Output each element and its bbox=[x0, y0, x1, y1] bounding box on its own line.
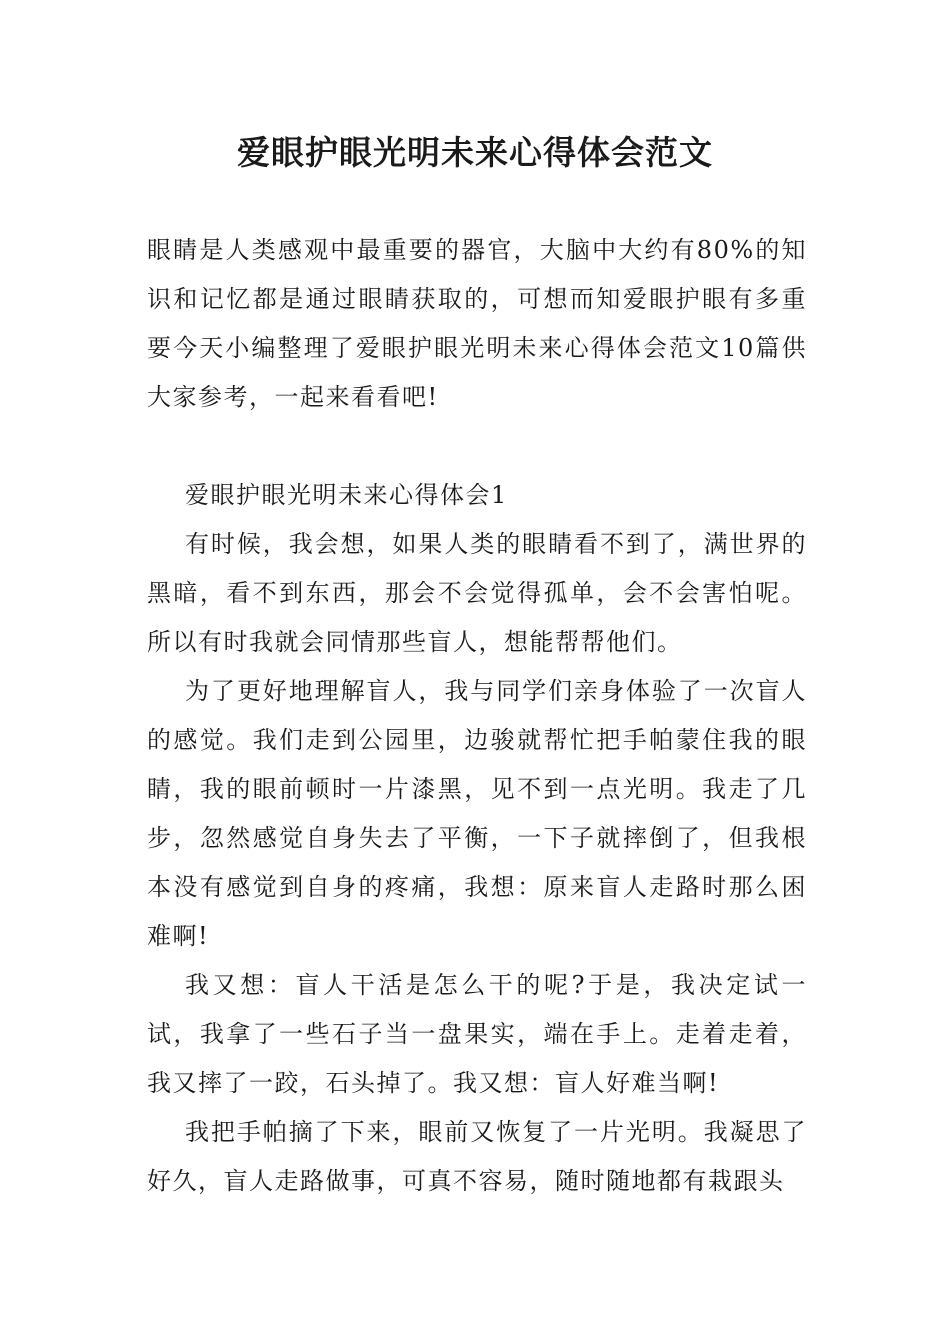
body-paragraph-2: 为了更好地理解盲人，我与同学们亲身体验了一次盲人的感觉。我们走到公园里，边骏就帮忙把手帕蒙住我的眼睛，我的眼前顿时一片漆黑，见不到一点光明。我走了几步，忽然感觉自身失去了平衡，一下子就摔倒了，但我根本没有感觉到自身的疼痛，我想：原来盲人走路时那么困难啊! bbox=[147, 677, 807, 950]
document-body bbox=[147, 226, 807, 1206]
body-paragraph-3: 我又想：盲人干活是怎么干的呢?于是，我决定试一试，我拿了一些石子当一盘果实，端在手上。走着走着，我又摔了一跤，石头掉了。我又想：盲人好难当啊! bbox=[147, 971, 807, 1097]
body-paragraph-1: 有时候，我会想，如果人类的眼睛看不到了，满世界的黑暗，看不到东西，那会不会觉得孤单，会不会害怕呢。所以有时我就会同情那些盲人，想能帮帮他们。 bbox=[147, 530, 807, 656]
document-title: 爱眼护眼光明未来心得体会范文 bbox=[237, 133, 713, 172]
body-paragraph-4: 我把手帕摘了下来，眼前又恢复了一片光明。我凝思了好久，盲人走路做事，可真不容易，随时随地都有栽跟头 bbox=[147, 1118, 807, 1195]
section-heading: 爱眼护眼光明未来心得体会1 bbox=[185, 481, 508, 509]
intro-paragraph: 眼睛是人类感观中最重要的器官，大脑中大约有80%的知识和记忆都是通过眼睛获取的，可想而知爱眼护眼有多重要今天小编整理了爱眼护眼光明未来心得体会范文10篇供大家参考，一起来看看吧! bbox=[147, 236, 807, 411]
